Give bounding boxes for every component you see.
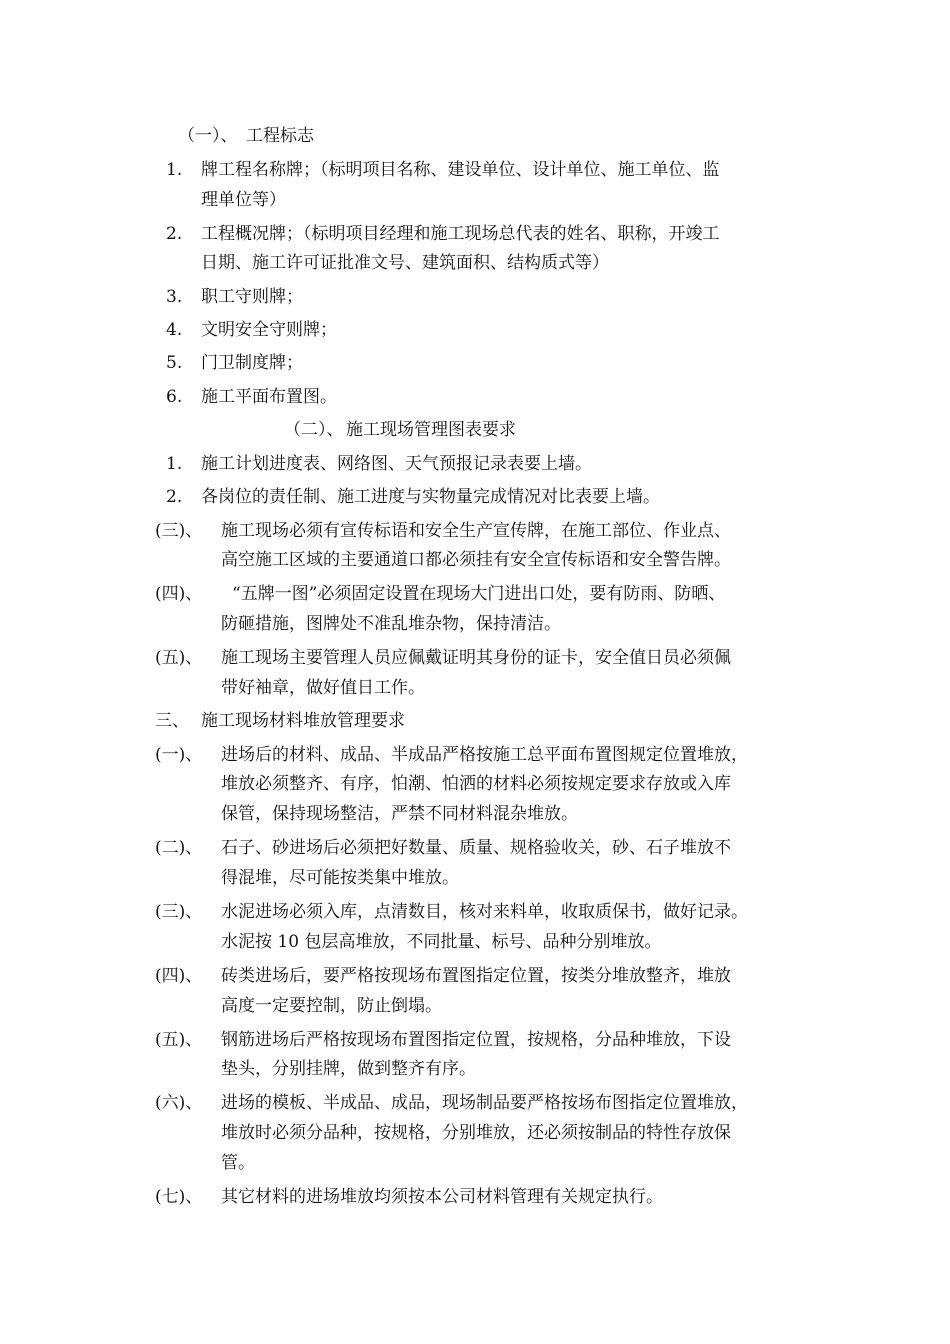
clause-marker: (六)、 (155, 1093, 203, 1113)
list-number: 4. (166, 320, 183, 340)
clause-line: 进场后的材料、成品、半成品严格按施工总平面布置图规定位置堆放， (221, 745, 748, 765)
clause-line: “五牌一图”必须固定设置在现场大门进出口处，要有防雨、防晒、 (232, 584, 726, 604)
list-item-line: 牌工程名称牌；（标明项目名称、建设单位、设计单位、施工单位、监 (201, 160, 720, 180)
clause-line: 其它材料的进场堆放均须按本公司材料管理有关规定执行。 (221, 1187, 663, 1207)
clause-marker: (三)、 (155, 902, 203, 922)
clause-marker: (三)、 (155, 521, 203, 541)
list-item-line: 施工平面布置图。 (201, 387, 337, 407)
list-item-line: 施工计划进度表、网络图、天气预报记录表要上墙。 (201, 454, 592, 474)
clause-line: 施工现场主要管理人员应佩戴证明其身份的证卡，安全值日员必须佩 (221, 648, 731, 668)
clause-marker: (七)、 (155, 1187, 203, 1207)
clause-line: 堆放必须整齐、有序，怕潮、怕洒的材料必须按规定要求存放或入库 (221, 774, 731, 794)
clause-marker: (一)、 (155, 745, 203, 765)
clause-marker: (五)、 (155, 648, 203, 668)
list-item-line: 文明安全守则牌； (201, 320, 337, 340)
clause-line: 高度一定要控制，防止倒塌。 (221, 996, 442, 1016)
clause-line: 防砸措施，图牌处不准乱堆杂物，保持清洁。 (221, 614, 561, 634)
list-item-line: 理单位等） (201, 190, 286, 210)
clause-line: 水泥按 10 包层高堆放，不同批量、标号、品种分别堆放。 (221, 932, 662, 952)
list-number: 5. (166, 353, 183, 373)
section1-heading: 工程标志 (246, 126, 314, 146)
section3-heading: 施工现场材料堆放管理要求 (201, 711, 405, 731)
clause-marker: (四)、 (155, 966, 203, 986)
clause-line: 管。 (221, 1153, 255, 1173)
list-item-line: 门卫制度牌； (201, 353, 303, 373)
list-item-line: 各岗位的责任制、施工进度与实物量完成情况对比表要上墙。 (201, 487, 660, 507)
list-number: 2. (166, 224, 183, 244)
clause-marker: (四)、 (155, 584, 203, 604)
section1-heading-marker: （一）、 (178, 126, 238, 146)
clause-line: 钢筋进场后严格按现场布置图指定位置，按规格，分品种堆放，下设 (221, 1030, 731, 1050)
section3-heading-marker: 三、 (155, 711, 189, 731)
list-item-line: 日期、施工许可证批准文号、建筑面积、结构质式等） (201, 253, 609, 273)
clause-line: 高空施工区域的主要通道口都必须挂有安全宣传标语和安全警告牌。 (221, 550, 731, 570)
list-item-line: 工程概况牌；（标明项目经理和施工现场总代表的姓名、职称，开竣工 (201, 224, 720, 244)
section2-heading-marker: （二）、 (284, 420, 344, 440)
list-number: 1. (166, 160, 183, 180)
clause-line: 砖类进场后，要严格按现场布置图指定位置，按类分堆放整齐，堆放 (221, 966, 731, 986)
clause-line: 垫头，分别挂牌，做到整齐有序。 (221, 1059, 476, 1079)
clause-marker: (五)、 (155, 1030, 203, 1050)
list-item-line: 职工守则牌； (201, 287, 303, 307)
list-number: 1. (166, 454, 183, 474)
list-number: 2. (166, 487, 183, 507)
clause-line: 保管，保持现场整洁，严禁不同材料混杂堆放。 (221, 804, 578, 824)
clause-marker: (二)、 (155, 838, 203, 858)
clause-line: 施工现场必须有宣传标语和安全生产宣传牌，在施工部位、作业点、 (221, 521, 731, 541)
clause-line: 水泥进场必须入库，点清数目，核对来料单，收取质保书，做好记录。 (221, 902, 748, 922)
clause-line: 进场的模板、半成品、成品，现场制品要严格按场布图指定位置堆放， (221, 1093, 748, 1113)
list-number: 6. (166, 387, 183, 407)
list-number: 3. (166, 287, 183, 307)
clause-line: 堆放时必须分品种，按规格，分别堆放，还必须按制品的特性存放保 (221, 1123, 731, 1143)
clause-line: 带好袖章，做好值日工作。 (221, 678, 425, 698)
section2-heading: 施工现场管理图表要求 (346, 420, 516, 440)
clause-line: 石子、砂进场后必须把好数量、质量、规格验收关，砂、石子堆放不 (221, 838, 731, 858)
clause-line: 得混堆，尽可能按类集中堆放。 (221, 868, 459, 888)
